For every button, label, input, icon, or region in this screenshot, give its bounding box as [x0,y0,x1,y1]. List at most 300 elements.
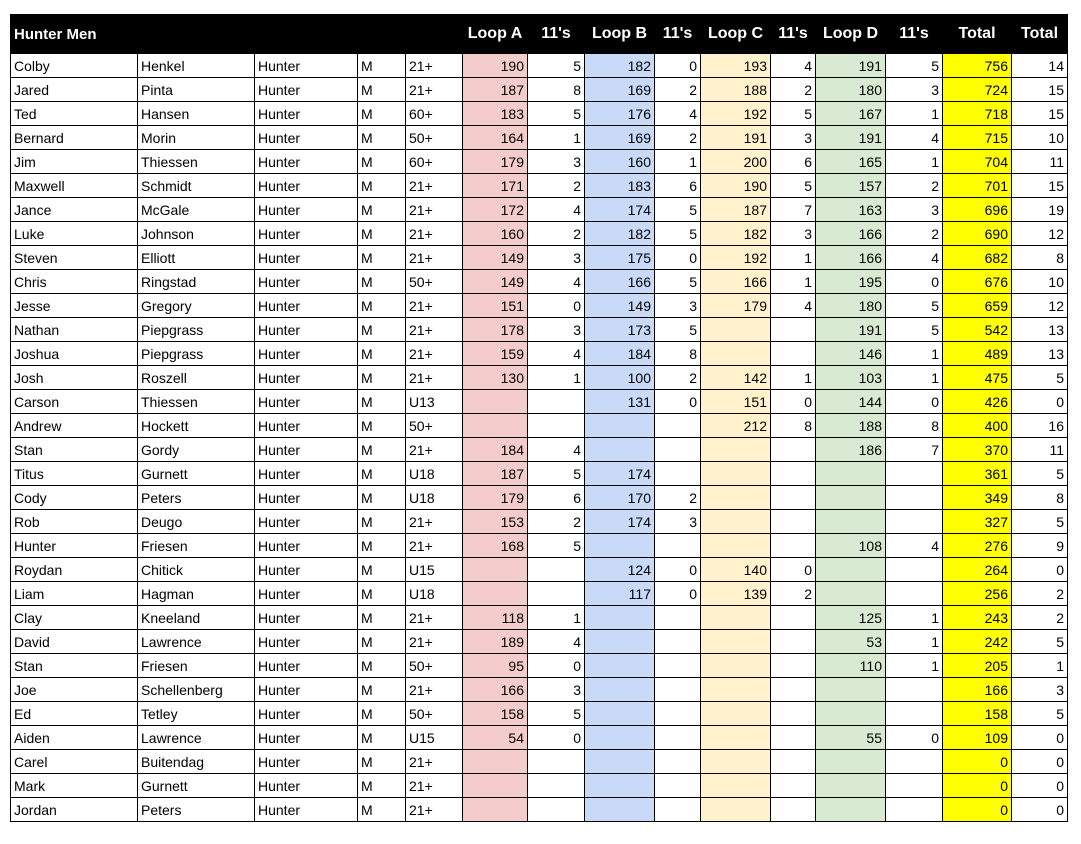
total-score-cell: 276 [943,534,1012,558]
loop-d-score-cell: 167 [816,102,886,126]
loop-d-score-cell: 166 [816,246,886,270]
loop-a-11s-cell: 2 [528,510,585,534]
loop-d-score-cell [816,678,886,702]
total-score-cell: 264 [943,558,1012,582]
loop-d-11s-cell: 1 [886,102,943,126]
loop-d-score-cell: 144 [816,390,886,414]
last-name-cell: Schellenberg [138,678,255,702]
loop-b-score-cell: 169 [585,126,655,150]
division-cell: U15 [406,726,463,750]
loop-b-score-cell [585,774,655,798]
total-score-cell: 0 [943,750,1012,774]
loop-a-score-cell: 149 [463,246,528,270]
table-row [11,294,1068,318]
loop-a-11s-cell: 3 [528,246,585,270]
loop-b-score-cell: 166 [585,270,655,294]
loop-c-11s-cell: 7 [771,198,816,222]
loop-a-11s-cell: 4 [528,342,585,366]
first-name-cell: Jim [11,150,138,174]
loop-d-score-cell: 186 [816,438,886,462]
loop-c-11s-cell [771,750,816,774]
total-score-cell: 676 [943,270,1012,294]
loop-d-11s-cell: 5 [886,318,943,342]
total-score-cell: 696 [943,198,1012,222]
loop-c-11s-cell [771,678,816,702]
loop-c-score-cell [701,462,771,486]
total-11s-cell: 3 [1012,678,1068,702]
loop-a-11s-cell: 4 [528,630,585,654]
loop-d-11s-cell: 1 [886,606,943,630]
team-cell: Hunter [255,318,358,342]
table-row [11,342,1068,366]
loop-d-11s-cell: 8 [886,414,943,438]
gender-cell: M [358,606,406,630]
loop-b-11s-cell: 0 [655,558,701,582]
score-table [10,14,1068,822]
total-11s-cell: 2 [1012,606,1068,630]
loop-c-score-cell: 193 [701,54,771,78]
division-cell: 21+ [406,678,463,702]
loop-b-11s-cell: 5 [655,198,701,222]
loop-d-11s-cell: 4 [886,534,943,558]
loop-b-score-cell [585,606,655,630]
loop-d-score-cell: 191 [816,54,886,78]
first-name-cell: Carel [11,750,138,774]
total-11s-cell: 0 [1012,390,1068,414]
gender-cell: M [358,102,406,126]
total-score-cell: 659 [943,294,1012,318]
division-cell: 50+ [406,702,463,726]
loop-b-score-cell [585,678,655,702]
division-cell: U18 [406,462,463,486]
loop-d-11s-cell [886,582,943,606]
table-row [11,246,1068,270]
loop-b-11s-cell: 2 [655,126,701,150]
loop-b-11s-cell [655,462,701,486]
loop-c-score-cell [701,606,771,630]
division-cell: 50+ [406,270,463,294]
loop-b-score-cell: 149 [585,294,655,318]
loop-b-11s-cell [655,750,701,774]
loop-c-11s-cell: 2 [771,582,816,606]
table-row [11,750,1068,774]
loop-c-score-cell: 192 [701,246,771,270]
loop-b-11s-cell [655,414,701,438]
team-cell: Hunter [255,726,358,750]
loop-c-score-cell [701,702,771,726]
loop-a-score-cell: 158 [463,702,528,726]
loop-d-score-cell: 110 [816,654,886,678]
total-11s-cell: 11 [1012,438,1068,462]
loop-c-11s-cell [771,486,816,510]
loop-a-score-cell: 187 [463,78,528,102]
loop-b-score-cell: 170 [585,486,655,510]
loop-a-score-cell: 183 [463,102,528,126]
total-11s-cell: 8 [1012,246,1068,270]
loop-b-score-cell: 174 [585,510,655,534]
division-cell: U18 [406,486,463,510]
loop-a-11s-cell: 5 [528,462,585,486]
loop-b-11s-cell: 4 [655,102,701,126]
loop-a-score-cell: 151 [463,294,528,318]
loop-d-score-cell: 53 [816,630,886,654]
loop-a-score-cell [463,390,528,414]
loop-b-score-cell: 160 [585,150,655,174]
last-name-cell: Lawrence [138,726,255,750]
loop-a-score-cell: 184 [463,438,528,462]
loop-b-score-cell [585,702,655,726]
team-cell: Hunter [255,174,358,198]
loop-a-11s-cell: 2 [528,222,585,246]
team-cell: Hunter [255,102,358,126]
loop-c-score-cell [701,630,771,654]
loop-a-score-cell [463,414,528,438]
table-row [11,222,1068,246]
loop-b-score-cell: 184 [585,342,655,366]
loop-b-score-cell: 174 [585,198,655,222]
loop-b-11s-cell: 2 [655,366,701,390]
last-name-cell: Schmidt [138,174,255,198]
total-11s-cell: 15 [1012,174,1068,198]
loop-a-11s-cell: 3 [528,318,585,342]
first-name-cell: Nathan [11,318,138,342]
team-cell: Hunter [255,510,358,534]
loop-a-11s-cell: 5 [528,534,585,558]
team-cell: Hunter [255,342,358,366]
first-name-cell: Mark [11,774,138,798]
loop-c-score-cell: 140 [701,558,771,582]
loop-a-11s-cell [528,798,585,822]
division-cell: 21+ [406,510,463,534]
loop-d-11s-cell: 2 [886,222,943,246]
total-score-cell: 690 [943,222,1012,246]
loop-c-score-cell [701,438,771,462]
loop-b-score-cell: 183 [585,174,655,198]
loop-d-score-cell: 166 [816,222,886,246]
first-name-cell: Carson [11,390,138,414]
total-11s-cell: 0 [1012,558,1068,582]
loop-a-score-cell: 178 [463,318,528,342]
loop-b-11s-cell: 0 [655,54,701,78]
table-row [11,102,1068,126]
loop-d-score-cell: 191 [816,318,886,342]
loop-c-11s-cell [771,774,816,798]
last-name-cell: Hockett [138,414,255,438]
loop-b-score-cell: 169 [585,78,655,102]
team-cell: Hunter [255,582,358,606]
loop-c-score-cell: 179 [701,294,771,318]
first-name-cell: Joshua [11,342,138,366]
loop-c-11s-cell [771,606,816,630]
loop-a-11s-cell: 0 [528,654,585,678]
gender-cell: M [358,198,406,222]
loop-b-11s-cell: 3 [655,294,701,318]
first-name-cell: Aiden [11,726,138,750]
last-name-cell: Roszell [138,366,255,390]
table-row [11,678,1068,702]
division-cell: 21+ [406,318,463,342]
team-cell: Hunter [255,366,358,390]
loop-b-score-cell: 182 [585,54,655,78]
loop-c-score-cell: 182 [701,222,771,246]
loop-d-11s-cell: 1 [886,150,943,174]
loop-c-score-cell [701,318,771,342]
total-11s-cell: 5 [1012,366,1068,390]
gender-cell: M [358,798,406,822]
table-row [11,438,1068,462]
loop-a-11s-cell: 4 [528,438,585,462]
table-row [11,486,1068,510]
last-name-cell: Friesen [138,534,255,558]
first-name-cell: Rob [11,510,138,534]
division-cell: U13 [406,390,463,414]
last-name-cell: Gurnett [138,774,255,798]
last-name-cell: Kneeland [138,606,255,630]
total-11s-cell: 0 [1012,774,1068,798]
total-score-cell: 166 [943,678,1012,702]
division-cell: 21+ [406,342,463,366]
table-row [11,54,1068,78]
loop-a-11s-cell: 2 [528,174,585,198]
last-name-cell: Johnson [138,222,255,246]
header-loop-c: Loop C [701,15,771,54]
gender-cell: M [358,582,406,606]
loop-d-score-cell: 180 [816,78,886,102]
loop-d-score-cell: 55 [816,726,886,750]
loop-c-score-cell: 192 [701,102,771,126]
total-11s-cell: 9 [1012,534,1068,558]
last-name-cell: Lawrence [138,630,255,654]
gender-cell: M [358,366,406,390]
table-row [11,198,1068,222]
loop-c-11s-cell [771,798,816,822]
division-cell: U18 [406,582,463,606]
loop-b-score-cell: 117 [585,582,655,606]
gender-cell: M [358,678,406,702]
first-name-cell: Maxwell [11,174,138,198]
loop-d-score-cell: 103 [816,366,886,390]
loop-b-11s-cell [655,798,701,822]
team-cell: Hunter [255,774,358,798]
total-11s-cell: 10 [1012,126,1068,150]
loop-d-11s-cell [886,462,943,486]
team-cell: Hunter [255,438,358,462]
total-11s-cell: 13 [1012,342,1068,366]
loop-b-11s-cell: 6 [655,174,701,198]
team-cell: Hunter [255,126,358,150]
gender-cell: M [358,654,406,678]
loop-c-11s-cell [771,510,816,534]
team-cell: Hunter [255,270,358,294]
table-row [11,630,1068,654]
loop-d-score-cell: 188 [816,414,886,438]
loop-b-score-cell [585,654,655,678]
loop-c-11s-cell: 0 [771,390,816,414]
loop-b-11s-cell: 2 [655,78,701,102]
loop-a-11s-cell [528,558,585,582]
loop-c-11s-cell: 4 [771,54,816,78]
first-name-cell: Ted [11,102,138,126]
loop-c-score-cell [701,798,771,822]
loop-b-11s-cell: 8 [655,342,701,366]
total-score-cell: 756 [943,54,1012,78]
loop-d-score-cell: 191 [816,126,886,150]
first-name-cell: Stan [11,654,138,678]
loop-d-11s-cell [886,558,943,582]
loop-c-11s-cell: 4 [771,294,816,318]
table-row [11,702,1068,726]
loop-c-score-cell: 212 [701,414,771,438]
loop-b-score-cell: 182 [585,222,655,246]
loop-d-11s-cell [886,486,943,510]
loop-d-score-cell: 165 [816,150,886,174]
first-name-cell: Liam [11,582,138,606]
total-11s-cell: 15 [1012,102,1068,126]
loop-c-score-cell [701,342,771,366]
total-score-cell: 109 [943,726,1012,750]
loop-d-score-cell: 146 [816,342,886,366]
total-score-cell: 158 [943,702,1012,726]
team-cell: Hunter [255,750,358,774]
loop-b-11s-cell [655,774,701,798]
loop-c-score-cell [701,654,771,678]
division-cell: 21+ [406,750,463,774]
last-name-cell: Hagman [138,582,255,606]
loop-d-11s-cell [886,774,943,798]
loop-a-score-cell [463,582,528,606]
loop-a-score-cell: 118 [463,606,528,630]
total-11s-cell: 0 [1012,798,1068,822]
loop-c-11s-cell: 5 [771,102,816,126]
table-row [11,462,1068,486]
loop-c-11s-cell: 5 [771,174,816,198]
loop-a-score-cell: 179 [463,150,528,174]
loop-a-score-cell: 190 [463,54,528,78]
gender-cell: M [358,534,406,558]
loop-d-11s-cell [886,510,943,534]
loop-d-11s-cell [886,678,943,702]
total-score-cell: 0 [943,798,1012,822]
gender-cell: M [358,630,406,654]
loop-d-11s-cell: 1 [886,654,943,678]
loop-d-score-cell: 108 [816,534,886,558]
loop-c-11s-cell: 8 [771,414,816,438]
last-name-cell: Friesen [138,654,255,678]
last-name-cell: Pinta [138,78,255,102]
team-cell: Hunter [255,294,358,318]
loop-b-11s-cell: 0 [655,246,701,270]
loop-c-11s-cell [771,630,816,654]
loop-a-score-cell [463,798,528,822]
loop-a-score-cell: 130 [463,366,528,390]
total-score-cell: 400 [943,414,1012,438]
loop-c-score-cell [701,726,771,750]
loop-a-score-cell: 164 [463,126,528,150]
total-11s-cell: 16 [1012,414,1068,438]
first-name-cell: Chris [11,270,138,294]
gender-cell: M [358,54,406,78]
loop-a-11s-cell: 4 [528,270,585,294]
loop-a-11s-cell: 1 [528,606,585,630]
division-cell: 21+ [406,630,463,654]
division-cell: 21+ [406,366,463,390]
loop-c-score-cell [701,486,771,510]
loop-b-11s-cell: 5 [655,270,701,294]
division-cell: 21+ [406,78,463,102]
table-row [11,798,1068,822]
loop-d-score-cell [816,486,886,510]
loop-d-score-cell [816,750,886,774]
last-name-cell: Peters [138,798,255,822]
loop-d-score-cell [816,558,886,582]
division-cell: 60+ [406,150,463,174]
last-name-cell: Henkel [138,54,255,78]
loop-d-11s-cell: 1 [886,342,943,366]
loop-a-11s-cell: 5 [528,54,585,78]
team-cell: Hunter [255,654,358,678]
total-score-cell: 242 [943,630,1012,654]
total-score-cell: 243 [943,606,1012,630]
total-score-cell: 0 [943,774,1012,798]
loop-b-11s-cell: 0 [655,582,701,606]
loop-c-11s-cell [771,726,816,750]
team-cell: Hunter [255,462,358,486]
team-cell: Hunter [255,534,358,558]
header-loop-d-11s: 11's [886,15,943,54]
table-row [11,270,1068,294]
first-name-cell: Hunter [11,534,138,558]
last-name-cell: Piepgrass [138,318,255,342]
loop-a-score-cell: 54 [463,726,528,750]
division-cell: 21+ [406,798,463,822]
loop-b-score-cell [585,534,655,558]
loop-d-score-cell: 180 [816,294,886,318]
loop-c-11s-cell: 3 [771,222,816,246]
last-name-cell: Gordy [138,438,255,462]
loop-a-score-cell: 171 [463,174,528,198]
table-row [11,726,1068,750]
total-score-cell: 701 [943,174,1012,198]
loop-c-score-cell: 151 [701,390,771,414]
team-cell: Hunter [255,702,358,726]
table-row [11,582,1068,606]
total-11s-cell: 8 [1012,486,1068,510]
header-row [11,15,1068,54]
loop-a-score-cell [463,750,528,774]
loop-c-11s-cell: 1 [771,246,816,270]
table-row [11,366,1068,390]
gender-cell: M [358,774,406,798]
first-name-cell: Luke [11,222,138,246]
gender-cell: M [358,390,406,414]
total-11s-cell: 0 [1012,726,1068,750]
loop-b-score-cell [585,438,655,462]
loop-d-score-cell [816,582,886,606]
division-cell: 21+ [406,438,463,462]
loop-c-11s-cell [771,534,816,558]
table-row [11,174,1068,198]
division-cell: 21+ [406,54,463,78]
table-row [11,774,1068,798]
first-name-cell: Steven [11,246,138,270]
team-cell: Hunter [255,798,358,822]
last-name-cell: Gurnett [138,462,255,486]
first-name-cell: David [11,630,138,654]
loop-b-11s-cell [655,606,701,630]
team-cell: Hunter [255,606,358,630]
loop-a-score-cell: 160 [463,222,528,246]
team-cell: Hunter [255,678,358,702]
